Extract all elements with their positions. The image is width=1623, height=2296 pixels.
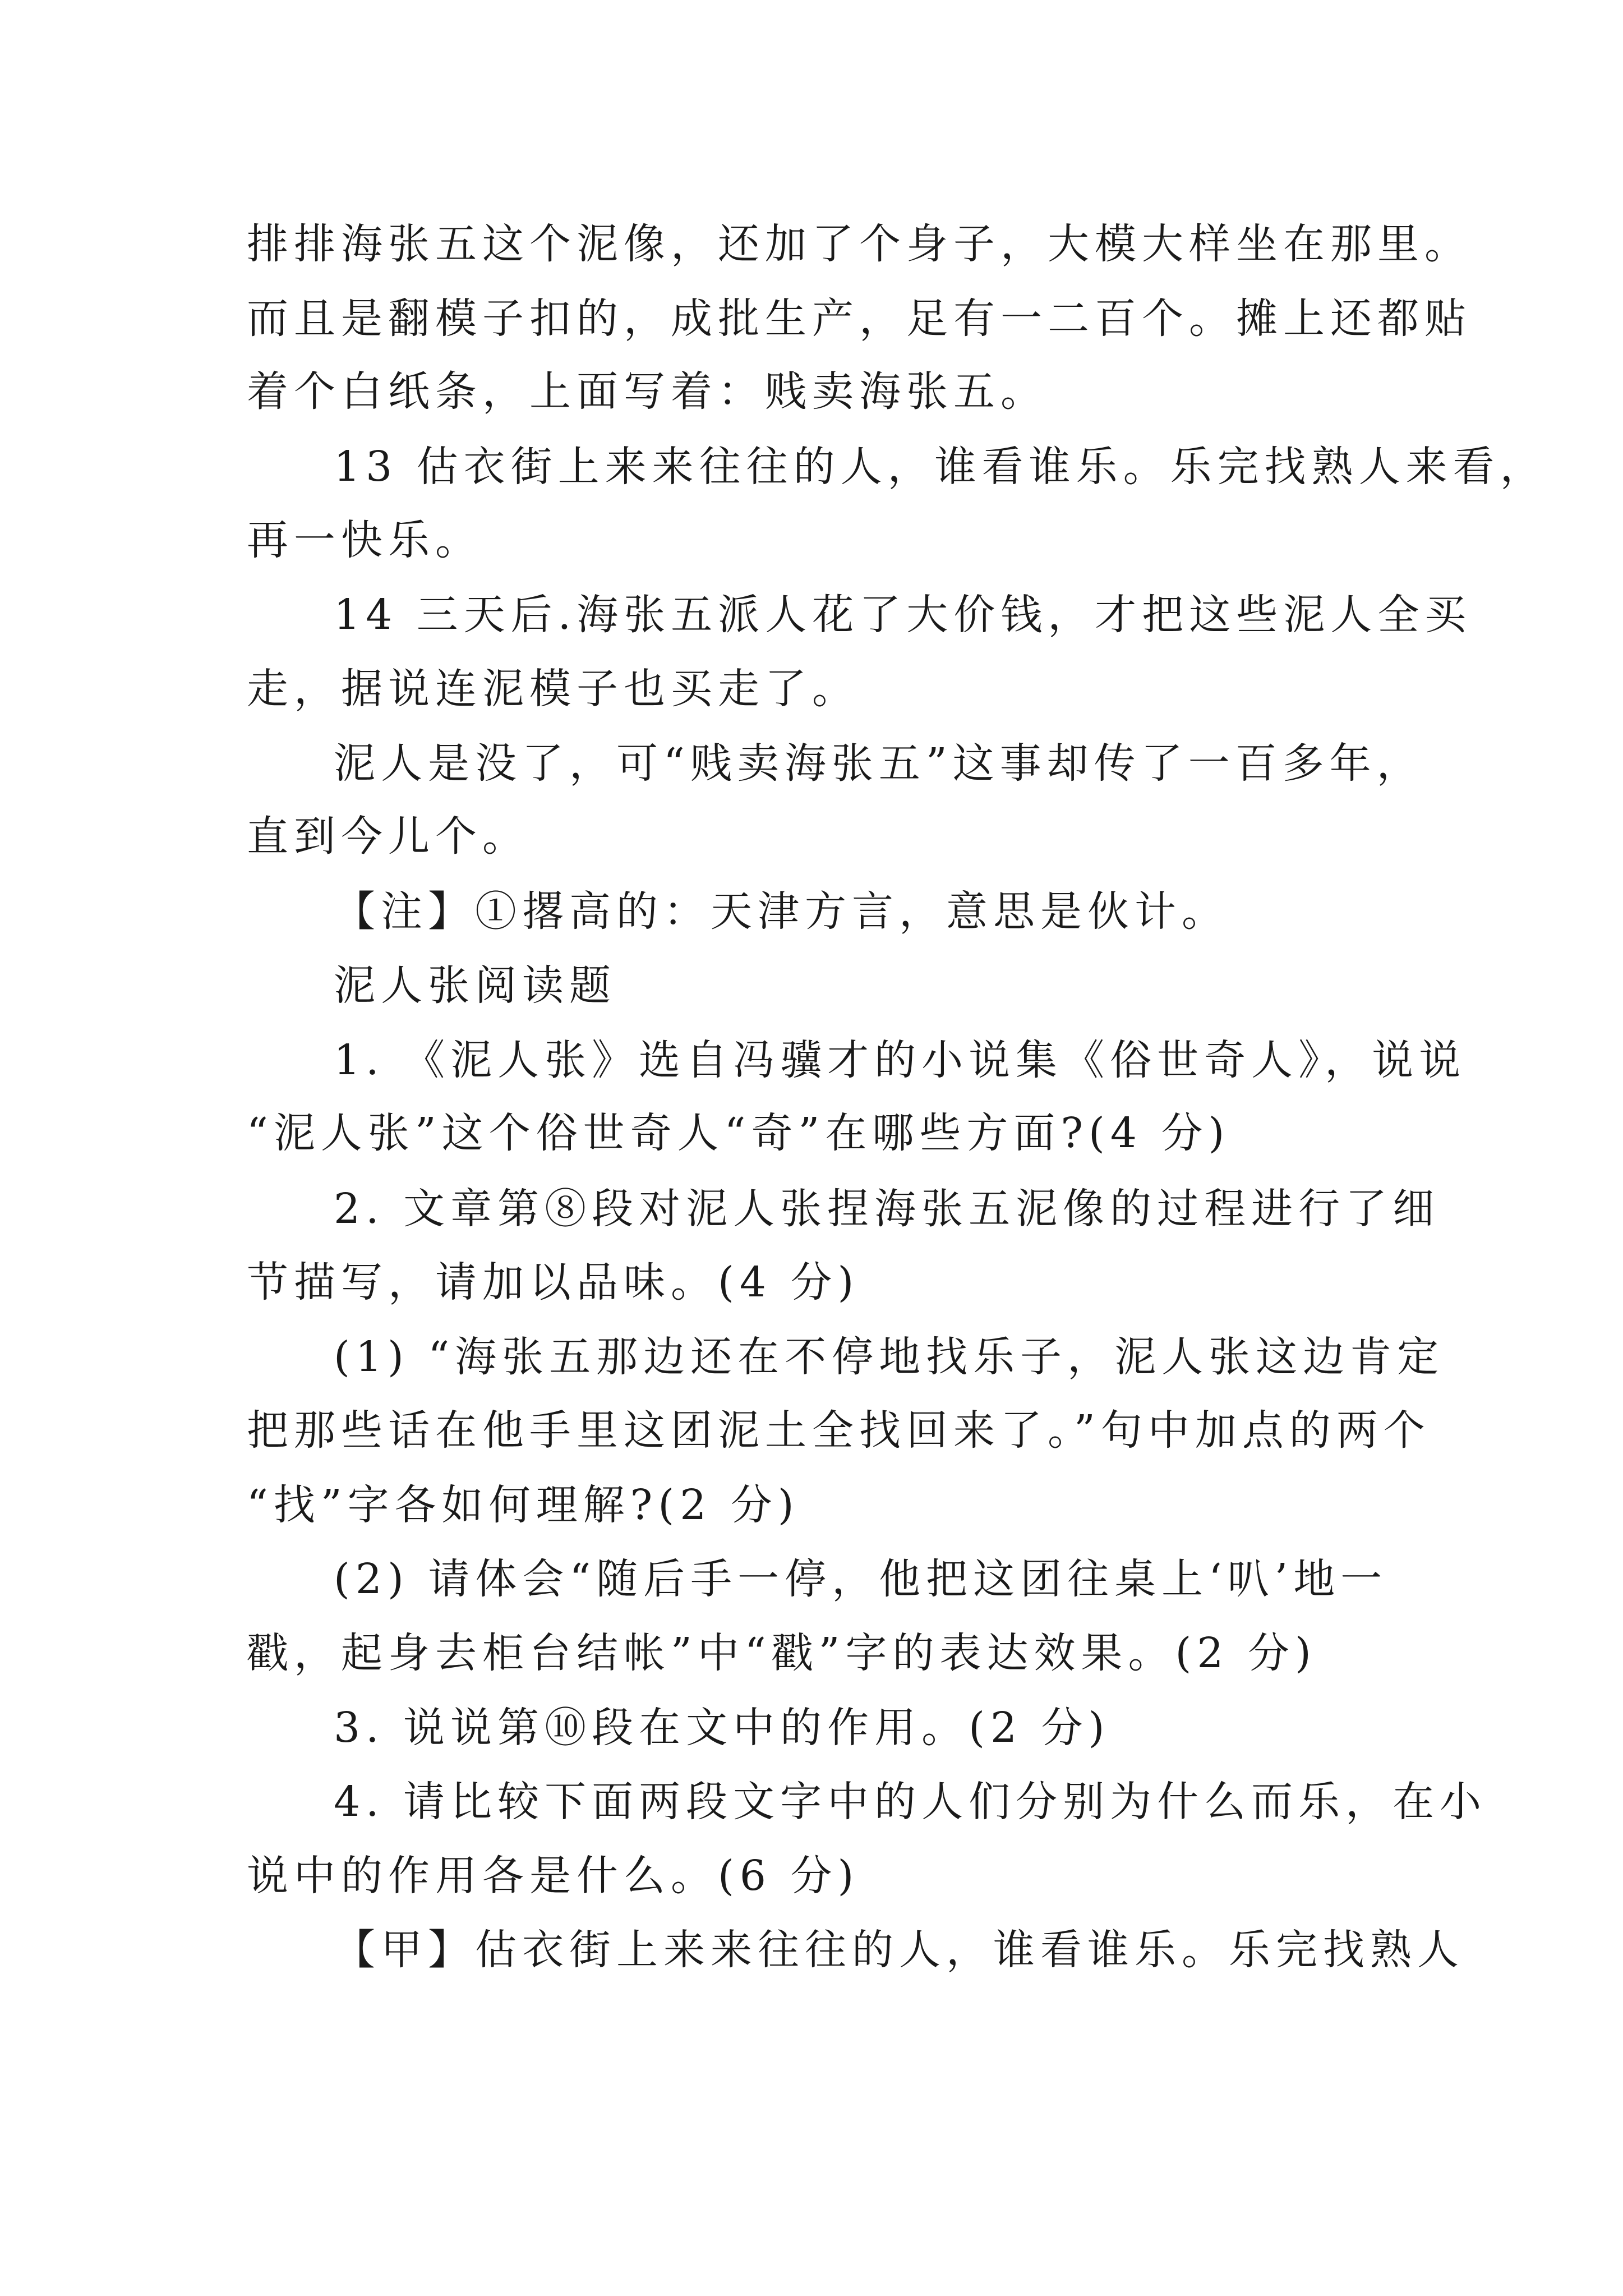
text-line: 13 估衣街上来来往往的人，谁看谁乐。乐完找熟人来看， (334, 443, 1547, 491)
text-line: 排排海张五这个泥像，还加了个身子，大模大样坐在那里。 (247, 220, 1472, 268)
question-line: “找”字各如何理解?(2 分) (247, 1481, 800, 1529)
question-line: 2. 文章第⑧段对泥人张捏海张五泥像的过程进行了细 (334, 1185, 1440, 1233)
text-line: 再一快乐。 (247, 516, 482, 564)
question-line: (2) 请体会“随后手一停，他把这团往桌上‘叭’地一 (334, 1555, 1388, 1603)
section-heading: 泥人张阅读题 (334, 961, 616, 1010)
text-line: 直到今儿个。 (247, 812, 529, 861)
text-line: 【注】①撂高的：天津方言，意思是伙计。 (334, 887, 1229, 936)
question-line: 说中的作用各是什么。(6 分) (247, 1852, 860, 1900)
text-line: 而且是翻模子扣的，成批生产，足有一二百个。摊上还都贴 (247, 295, 1472, 343)
question-line: 节描写，请加以品味。(4 分) (247, 1258, 860, 1306)
question-line: 戳，起身去柜台结帐”中“戳”字的表达效果。(2 分) (247, 1629, 1317, 1677)
question-line: 4. 请比较下面两段文字中的人们分别为什么而乐，在小 (334, 1778, 1487, 1826)
question-line: “泥人张”这个俗世奇人“奇”在哪些方面?(4 分) (247, 1109, 1230, 1157)
text-line: 着个白纸条，上面写着：贱卖海张五。 (247, 367, 1048, 416)
question-line: (1) “海张五那边还在不停地找乐子，泥人张这边肯定 (334, 1333, 1445, 1381)
question-line: 1. 《泥人张》选自冯骥才的小说集《俗世奇人》，说说 (334, 1036, 1467, 1084)
text-line: 泥人是没了，可“贱卖海张五”这事却传了一百多年， (334, 739, 1424, 788)
text-line: 走，据说连泥模子也买走了。 (247, 665, 859, 713)
question-line: 3. 说说第⑩段在文中的作用。(2 分) (334, 1704, 1110, 1752)
text-line: 【甲】估衣街上来来往往的人，谁看谁乐。乐完找熟人 (334, 1926, 1464, 1974)
text-line: 14 三天后.海张五派人花了大价钱，才把这些泥人全买 (334, 591, 1472, 639)
question-line: 把那些话在他手里这团泥土全找回来了。”句中加点的两个 (247, 1406, 1431, 1455)
